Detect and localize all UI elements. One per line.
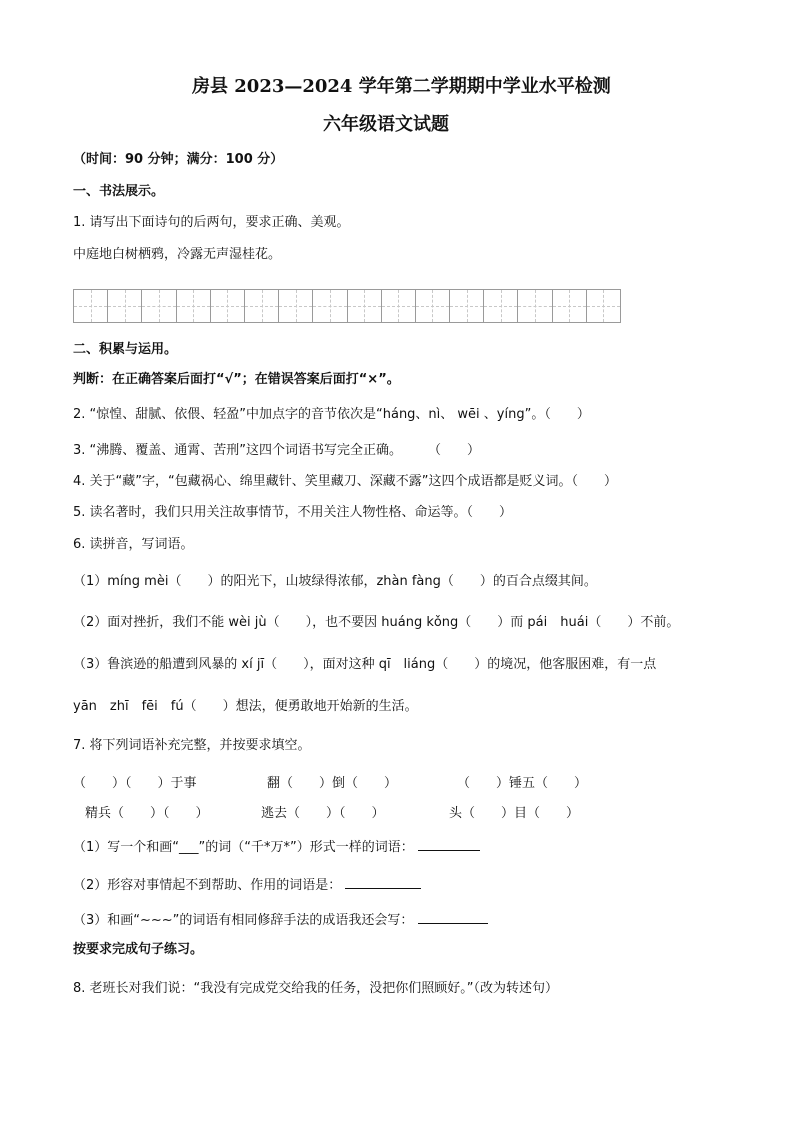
section-heading-usage: 二、积累与运用。 [73,342,178,357]
grid-cell[interactable] [245,290,279,322]
exam-title: 房县 2023—2024 学年第二学期期中学业水平检测 [192,76,611,97]
grid-cell[interactable] [211,290,245,322]
question-6-2: （2）面对挫折，我们不能 wèi jù（ ），也不要因 huáng kǒng（ ）而 pái huái（ ）不前。 [73,615,680,630]
grid-cell[interactable] [108,290,142,322]
question-7-sub3 [73,911,488,930]
grid-cell[interactable] [74,290,108,322]
question-1: 1. 请写出下面诗句的后两句，要求正确、美观。 [73,215,350,230]
idiom-item: 翻（ ）倒（ ） [267,776,398,791]
poem-line: 中庭地白树栖鸦，冷露无声湿桂花。 [73,247,282,262]
judge-instruction: 判断：在正确答案后面打“√”；在错误答案后面打“×”。 [73,372,400,387]
sentence-practice-heading: 按要求完成句子练习。 [73,942,204,957]
grid-cell[interactable] [484,290,518,322]
writing-grid[interactable] [73,289,621,323]
answer-blank[interactable] [418,838,480,851]
grid-cell[interactable] [177,290,211,322]
grid-cell[interactable] [518,290,552,322]
grid-cell[interactable] [313,290,347,322]
question-7: 7. 将下列词语补充完整，并按要求填空。 [73,738,311,753]
question-4: 4. 关于“藏”字，“包藏祸心、绵里藏针、笑里藏刀、深藏不露”这四个成语都是贬义词。（ ） [73,474,617,489]
grid-cell[interactable] [587,290,620,322]
grid-cell[interactable] [416,290,450,322]
question-6-3b: yān zhī fēi fú（ ）想法，便勇敢地开始新的生活。 [73,699,418,714]
answer-blank[interactable] [418,911,488,924]
section-heading-calligraphy: 一、书法展示。 [73,184,165,199]
grid-cell[interactable] [279,290,313,322]
grid-cell[interactable] [382,290,416,322]
exam-subtitle: 六年级语文试题 [323,114,449,135]
question-5: 5. 读名著时，我们只用关注故事情节，不用关注人物性格、命运等。（ ） [73,505,513,520]
answer-blank[interactable] [345,876,421,889]
question-6-1: （1）míng mèi（ ）的阳光下，山坡绿得浓郁，zhàn fàng（ ）的百合点缀其间。 [73,574,597,589]
idiom-item: 头（ ）目（ ） [449,806,580,821]
question-3: 3. “沸腾、覆盖、通霄、苦刑”这四个词语书写完全正确。 （ ） [73,443,481,458]
question-7-sub1 [73,838,480,857]
idiom-item: （ ）锤五（ ） [457,776,588,791]
question-7-sub2-text: （2）形容对事情起不到帮助、作用的词语是： [73,878,342,893]
question-8: 8. 老班长对我们说：“我没有完成党交给我的任务，没把你们照顾好。”（改为转述句） [73,981,559,996]
question-6-3a: （3）鲁滨逊的船遭到风暴的 xí jī（ ），面对这种 qī liáng（ ）的境况，他客服困难，有一点 [73,657,657,672]
question-2: 2. “惊惶、甜腻、依偎、轻盈”中加点字的音节依次是“háng、nì、 wēi 、yíng”。（ ） [73,407,590,422]
grid-cell[interactable] [142,290,176,322]
grid-cell[interactable] [450,290,484,322]
idiom-item: （ ）（ ）于事 [73,776,197,791]
question-6: 6. 读拼音，写词语。 [73,537,194,552]
question-7-sub2 [73,876,421,895]
grid-cell[interactable] [553,290,587,322]
exam-meta: （时间：90 分钟；满分：100 分） [73,152,284,167]
grid-cell[interactable] [348,290,382,322]
question-7-sub1-text: （1）写一个和画“___”的词（“千*万*”）形式一样的词语： [73,840,414,855]
idiom-item: 逃去（ ）（ ） [261,806,385,821]
idiom-item: 精兵（ ）（ ） [85,806,209,821]
question-7-sub3-text: （3）和画“~~~”的词语有相同修辞手法的成语我还会写： [73,913,414,928]
